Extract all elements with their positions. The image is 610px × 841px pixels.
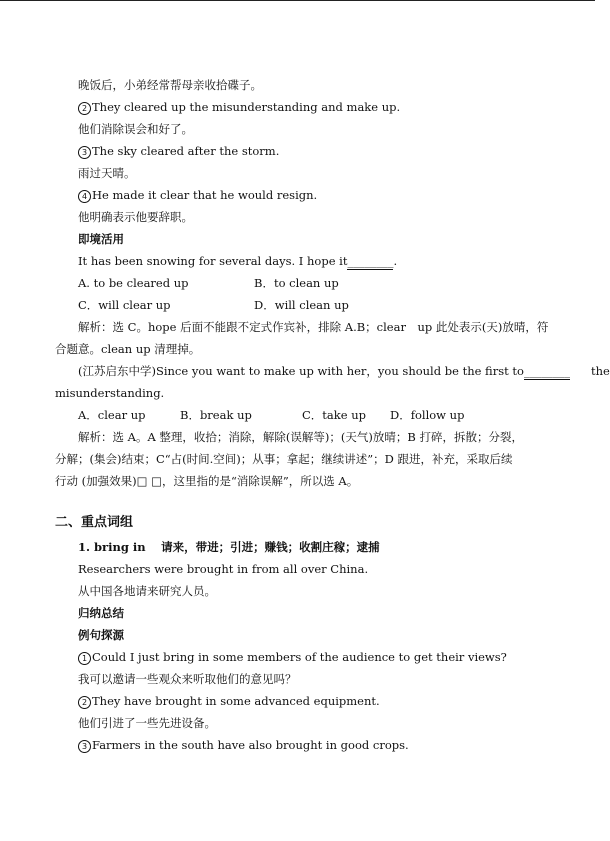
example-sentence [78, 649, 507, 665]
option-a: A. to be cleared up [78, 276, 189, 290]
explanation-line: 合题意。clean up 清理掉。 [55, 342, 201, 356]
example-sentence [78, 187, 317, 203]
option-b: B．break up [180, 408, 252, 422]
question-text: (江苏启东中学)Since you want to make up with her，you should be the first to [78, 364, 524, 378]
translation-line: 我可以邀请一些观众来听取他们的意见吗？ [78, 672, 297, 686]
question-text: It has been snowing for several days. I hope it [78, 254, 348, 268]
translation-line: 雨过天晴。 [78, 166, 136, 180]
example-sentence [78, 693, 380, 709]
exercise-question [78, 253, 397, 270]
explanation-line: 分解；(集会)结束；C“占(时间.空间)；从事；拿起；继续讲述”；D 跟进，补充，采取后续 [55, 452, 513, 466]
option-d: D．follow up [390, 408, 465, 422]
example-text: They have brought in some advanced equipment. [92, 694, 380, 708]
subsection-heading: 归纳总结 [78, 606, 124, 620]
circled-number: 4 [78, 190, 91, 203]
example-text: The sky cleared after the storm. [92, 144, 280, 158]
example-text: Could I just bring in some members of the audience to get their views? [92, 650, 507, 664]
circled-number: 3 [78, 146, 91, 159]
question-text-end: . [393, 254, 398, 268]
phrase-heading: 1. bring in 请来，带进；引进；赚钱；收割庄稼；逮捕 [78, 540, 380, 554]
answer-blank: ________ [347, 254, 394, 268]
translation-line: 他们消除误会和好了。 [78, 122, 193, 136]
circled-number: 2 [78, 102, 91, 115]
explanation-line: 解析：选 C。hope 后面不能跟不定式作宾补，排除 A.B；clear up 此处表示(天)放晴，符 [78, 320, 549, 334]
example-text: He made it clear that he would resign. [92, 188, 318, 202]
subsection-heading: 即境活用 [78, 232, 124, 246]
example-text: Farmers in the south have also brought in good crops. [92, 738, 409, 752]
translation-line: 从中国各地请来研究人员。 [78, 584, 216, 598]
example-sentence [78, 737, 409, 753]
circled-number: 2 [78, 696, 91, 709]
subsection-heading: 例句探源 [78, 628, 124, 642]
explanation-line: 解析：选 A。A 整理，收拾；消除，解除(误解等)；(天气)放晴；B 打碎，拆散；分裂， [78, 430, 523, 444]
section-heading: 二、重点词组 [55, 515, 134, 530]
example-sentence [78, 99, 400, 115]
question-text-end: the [590, 364, 610, 378]
question-continuation: misunderstanding. [55, 386, 165, 400]
exercise-question [78, 363, 610, 380]
example-sentence [78, 143, 279, 159]
option-d: D．will clean up [254, 298, 349, 312]
circled-number: 3 [78, 740, 91, 753]
translation-line: 他们引进了一些先进设备。 [78, 716, 216, 730]
option-b: B．to clean up [254, 276, 339, 290]
option-c: C．will clear up [78, 298, 171, 312]
circled-number: 1 [78, 652, 91, 665]
option-a: A．clear up [78, 408, 146, 422]
text-line: 晚饭后，小弟经常帮母亲收拾碟子。 [78, 78, 262, 92]
option-c: C．take up [302, 408, 366, 422]
translation-line: 他明确表示他要辞职。 [78, 210, 193, 224]
explanation-line: 行动 (加强效果)□ □，这里指的是“消除误解”，所以选 A。 [55, 474, 359, 488]
answer-blank: ________ [523, 364, 570, 378]
example-text: Researchers were brought in from all over China. [78, 562, 369, 576]
example-text: They cleared up the misunderstanding and make up. [92, 100, 401, 114]
